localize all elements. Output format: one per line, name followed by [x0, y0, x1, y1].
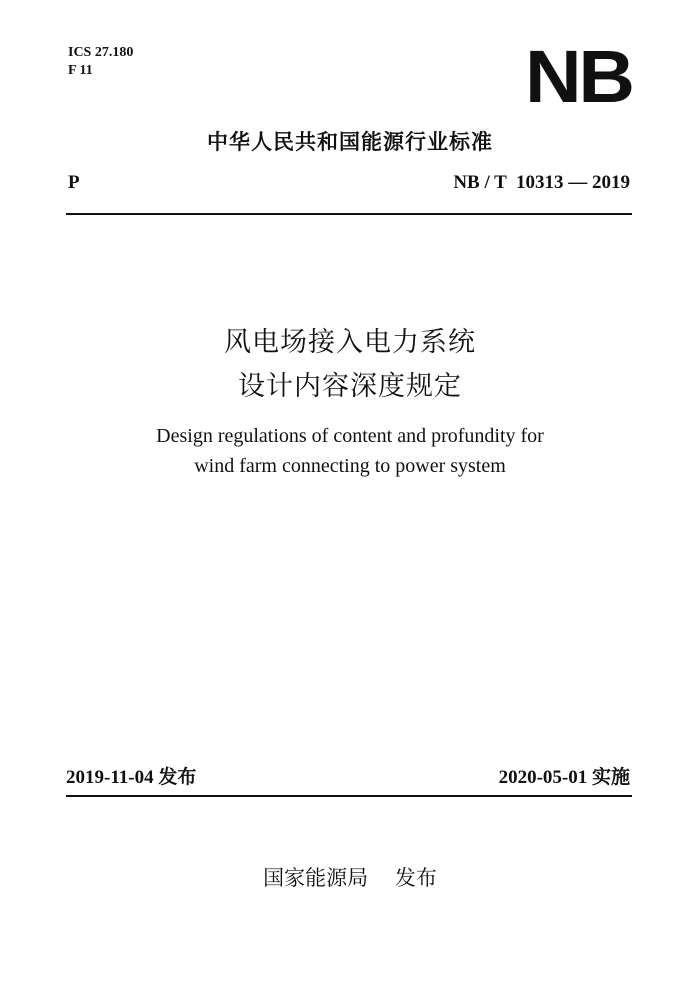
top-divider: [66, 213, 632, 215]
standard-authority-title: 中华人民共和国能源行业标准: [207, 130, 493, 154]
ics-code: ICS 27.180: [68, 45, 134, 60]
title-cn-line1: 风电场接入电力系统: [224, 327, 476, 358]
publisher-name: 国家能源局: [263, 866, 369, 890]
publisher-line: [0, 862, 700, 892]
title-en-line2: wind farm connecting to power system: [194, 455, 506, 477]
nb-logo: NB: [525, 35, 632, 118]
publisher-label: 发布: [394, 866, 437, 890]
ccs-code: F 11: [68, 63, 93, 78]
issue-date-block: [66, 762, 196, 789]
title-cn-line2: 设计内容深度规定: [238, 371, 462, 402]
effective-label: 实施: [591, 766, 630, 788]
bottom-divider: [66, 795, 632, 797]
effective-date: 2020-05-01: [498, 767, 588, 788]
title-en-line1: Design regulations of content and profundity for: [156, 425, 544, 447]
effective-date-block: [499, 762, 630, 789]
category-letter: P: [68, 172, 80, 193]
ics-classification: [68, 44, 133, 80]
issue-date: 2019-11-04: [66, 767, 154, 788]
issue-label: 发布: [158, 766, 197, 788]
standard-number: NB / T 10313 — 2019: [453, 172, 630, 193]
